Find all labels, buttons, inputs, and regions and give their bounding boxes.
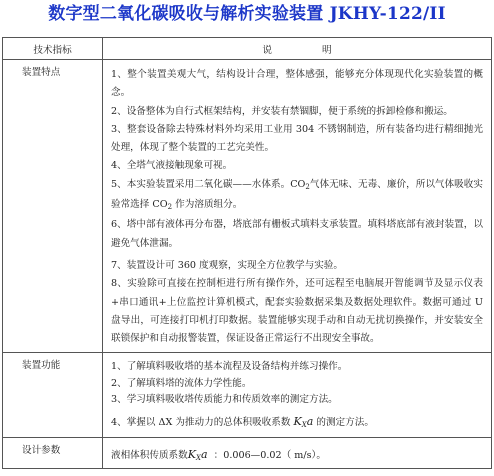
features-label: 装置特点 bbox=[3, 60, 103, 353]
features-description bbox=[103, 60, 492, 353]
feature-item: 5、本实验装置采用二氧化碳——水体系。$CO_2$气体无味、无毒、廉价，所以气体吸收实验常选择 $CO_2$ 作为溶质组分。 bbox=[111, 178, 483, 212]
function-item: 3、学习填料吸收塔传质能力和传质效率的测定方法。 bbox=[111, 394, 338, 406]
header-spec: 技术指标 bbox=[3, 38, 103, 60]
function-item: 2、了解填料塔的流体力学性能。 bbox=[111, 377, 252, 389]
feature-item: 4、全塔气液接触现象可视。 bbox=[111, 160, 233, 172]
function-item: 1、了解填料吸收塔的基本流程及设备结构并练习操作。 bbox=[111, 361, 348, 373]
functions-description bbox=[103, 353, 492, 438]
params-label: 设计参数 bbox=[3, 438, 103, 469]
feature-item: 7、装置设计可 360 度观察，实现全方位教学与实验。 bbox=[111, 259, 343, 271]
functions-label: 装置功能 bbox=[3, 353, 103, 438]
feature-item: 8、实验除可直接在控制柜进行所有操作外，还可远程至电脑展开智能调节及显示仪表+串口通讯+上位监控计算机模式，配套实验数据采集及数据处理软件。数据可通过 U 盘导出，可连接打印机打印数据。装置能够实现手动和自动无扰切换操作，并安装安全联锁保护和自动报警装置，保证设备正常运行不出现安全事故。 bbox=[111, 278, 483, 345]
params-row bbox=[3, 438, 492, 469]
feature-item: 1、整个装置美观大气，结构设计合理，整体感强，能够充分体现现代化实验装置的概念。 bbox=[111, 69, 483, 99]
page-title: 数字型二氧化碳吸收与解析实验装置 JKHY-122/II bbox=[48, 4, 446, 24]
header-description: 说明 bbox=[103, 38, 492, 60]
spec-table bbox=[2, 37, 492, 469]
features-row bbox=[3, 60, 492, 353]
param-value: ：0.006—0.02（ m/s）。 bbox=[213, 450, 326, 462]
functions-row bbox=[3, 353, 492, 438]
feature-item: 6、塔中部有液体再分布器，塔底部有栅板式填料支承装置。填料塔底部有液封装置，以避免气体泄漏。 bbox=[111, 219, 483, 249]
function-item: 4、掌握以 ΔX 为推动力的总体积吸收系数 $K_Xa$ 的测定方法。 bbox=[111, 414, 374, 429]
feature-item: 3、整套设备除去特殊材料外均采用工业用 304 不锈钢制造，所有装备均进行精细抛光处理，体现了整个装置的工艺完美性。 bbox=[111, 123, 483, 154]
params-description: 液相体积传质系数$K_Xa$ ：0.006—0.02（ m/s）。 bbox=[103, 438, 492, 469]
feature-item: 2、设备整体为自行式框架结构，并安装有禁锢脚，便于系统的拆卸检修和搬运。 bbox=[111, 105, 453, 117]
param-prefix: 液相体积传质系数 bbox=[111, 450, 188, 462]
table-header-row bbox=[3, 38, 492, 60]
